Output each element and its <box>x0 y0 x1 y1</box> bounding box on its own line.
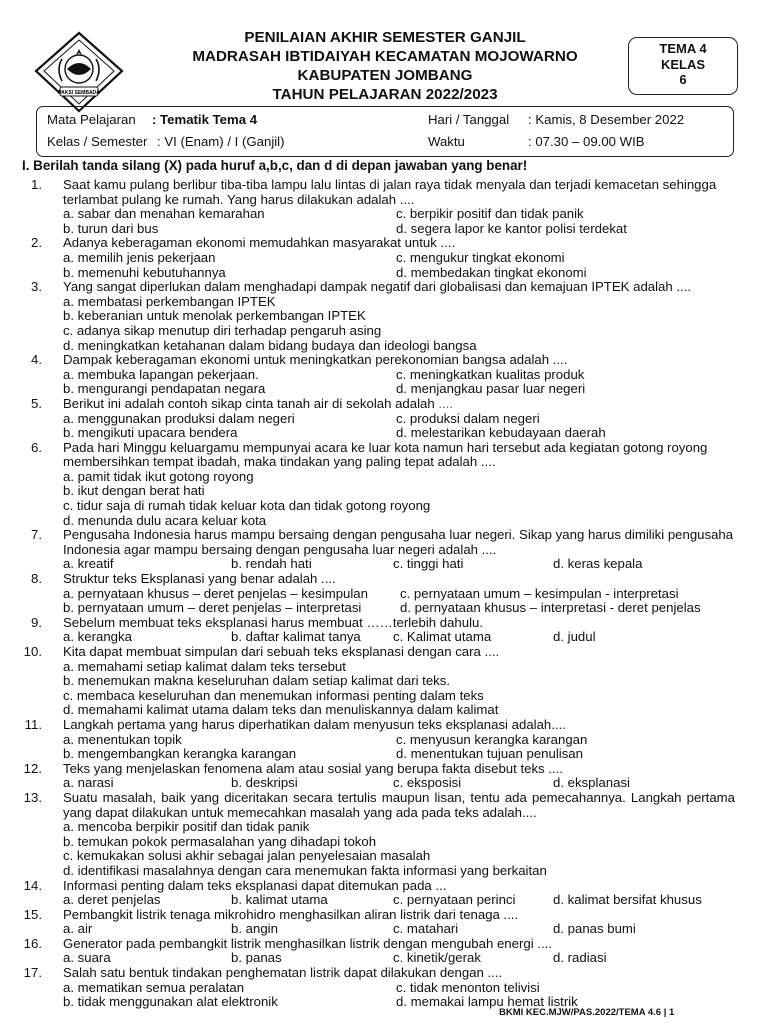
question-text: Pembangkit listrik tenaga mikrohidro menghasilkan aliran listrik dari tenaga .... <box>63 906 519 922</box>
question-text: Pada hari Minggu keluargamu mempunyai acara ke luar kota namun hari tersebut ada kegiatan gotong royong membersihkan tempat ibadah, maka tindakan yang paling tepat adalah .... <box>63 439 708 470</box>
answer-option: a. suara <box>63 950 111 966</box>
question-number: 16. <box>23 935 42 951</box>
answer-option: a. memilih jenis pekerjaan <box>63 249 216 265</box>
time-value: : 07.30 – 09.00 WIB <box>528 134 645 149</box>
answer-row <box>0 207 768 222</box>
day-date-value: : Kamis, 8 Desember 2022 <box>528 112 685 127</box>
question-stem <box>63 908 735 923</box>
question-stem <box>63 718 735 733</box>
answer-option: d. menunda dulu acara keluar kota <box>63 512 267 528</box>
answer-option: c. membaca keseluruhan dan menemukan informasi penting dalam teks <box>63 687 484 703</box>
question-11 <box>0 718 768 762</box>
answer-option: a. menggunakan produksi dalam negeri <box>63 410 295 426</box>
badge-class-label: KELAS <box>660 56 706 72</box>
logo-text: PAKSI SEMBADA <box>58 90 100 96</box>
question-5 <box>0 397 768 441</box>
question-9 <box>0 616 768 645</box>
answer-option: d. menjangkau pasar luar negeri <box>396 381 586 397</box>
school-logo <box>34 31 124 113</box>
exam-header <box>130 28 640 104</box>
class-semester-label: Kelas / Semester <box>47 134 148 149</box>
question-stem <box>63 645 735 660</box>
answer-option: d. panas bumi <box>553 921 636 937</box>
answer-row <box>0 630 768 645</box>
subject-value: : Tematik Tema 4 <box>152 112 258 127</box>
day-date-label: Hari / Tanggal <box>428 112 510 127</box>
answer-row <box>0 557 768 572</box>
answer-row <box>0 412 768 427</box>
answer-option: d. memakai lampu hemat listrik <box>396 994 578 1010</box>
badge-class-number: 6 <box>679 72 687 87</box>
answer-option: b. mengembangkan kerangka karangan <box>63 746 297 762</box>
info-row-2 <box>37 134 733 154</box>
question-stem <box>63 937 735 952</box>
question-text: Sebelum membuat teks eksplanasi harus membuat ……terlebih dahulu. <box>63 614 484 630</box>
answer-row <box>0 733 768 748</box>
answer-option: d. kalimat bersifat khusus <box>553 892 702 908</box>
question-number: 5. <box>31 395 42 411</box>
answer-option: b. panas <box>231 950 282 966</box>
answer-option: b. deskripsi <box>231 775 298 791</box>
question-stem <box>63 528 735 557</box>
answer-option: d. memahami kalimat utama dalam teks dan menuliskannya dalam kalimat <box>63 702 499 718</box>
answer-option: a. sabar dan menahan kemarahan <box>63 206 265 222</box>
header-line-2: MADRASAH IBTIDAIYAH KECAMATAN MOJOWARNO <box>192 48 578 65</box>
answer-option: b. ikut dengan berat hati <box>63 483 205 499</box>
answer-option: a. pamit tidak ikut gotong royong <box>63 468 254 484</box>
answer-option: b. mengikuti upacara bendera <box>63 425 238 441</box>
question-number: 17. <box>23 965 42 981</box>
question-text: Struktur teks Eksplanasi yang benar adalah .... <box>63 571 336 587</box>
answer-option: b. memenuhi kebutuhannya <box>63 264 226 280</box>
question-text: Pengusaha Indonesia harus mampu bersaing dengan pengusaha luar negeri. Sikap yang harus dimiliki pengusaha Indonesia agar mampu bersaing dengan pengusaha luar negeri adalah .... <box>63 527 734 557</box>
question-stem <box>63 236 735 251</box>
answer-row <box>0 426 768 441</box>
answer-option: c. kemukakan solusi akhir sebagai jalan penyelesaian masalah <box>63 848 431 864</box>
answer-option: b. pernyataan umum – deret penjelas – interpretasi <box>63 600 362 616</box>
question-stem <box>63 879 735 894</box>
question-8 <box>0 572 768 616</box>
question-number: 2. <box>31 235 42 251</box>
question-stem <box>63 762 735 777</box>
answer-option: c. mengukur tingkat ekonomi <box>396 249 565 265</box>
badge-theme: TEMA 4 <box>659 41 707 56</box>
answer-row <box>0 951 768 966</box>
subject-label: Mata Pelajaran <box>47 112 136 127</box>
question-text: Adanya keberagaman ekonomi memudahkan masyarakat untuk .... <box>63 235 456 251</box>
info-row-1 <box>37 112 733 132</box>
theme-class-badge <box>628 37 738 95</box>
answer-option: b. mengurangi pendapatan negara <box>63 381 266 397</box>
question-text: Berikut ini adalah contoh sikap cinta tanah air di sekolah adalah <box>63 395 435 411</box>
answer-option: c. pernyataan perinci <box>393 892 516 908</box>
question-number: 13. <box>23 789 42 805</box>
header-line-4: TAHUN PELAJARAN 2022/2023 <box>272 86 498 103</box>
question-text: Langkah pertama yang harus diperhatikan dalam menyusun teks eksplanasi adalah.... <box>63 716 566 732</box>
question-stem <box>63 178 735 207</box>
question-number: 3. <box>31 279 42 295</box>
answer-option: a. kreatif <box>63 556 114 572</box>
question-14 <box>0 879 768 908</box>
answer-option: d. meningkatkan ketahanan dalam bidang budaya dan ideologi bangsa <box>63 337 477 353</box>
instruction: I. Berilah tanda silang (X) pada huruf a,b,c, dan d di depan jawaban yang benar! <box>22 158 528 173</box>
answer-option: a. narasi <box>63 775 114 791</box>
answer-option: d. radiasi <box>553 950 607 966</box>
question-stem <box>63 441 735 470</box>
question-number: 9. <box>31 614 42 630</box>
question-number: 4. <box>31 352 42 368</box>
answer-option: a. kerangka <box>63 629 132 645</box>
question-text: Yang sangat diperlukan dalam menghadapi dampak negatif dari globalisasi dan kemajuan IPTEK adalah .... <box>63 279 692 295</box>
answer-option: a. membuka lapangan pekerjaan. <box>63 366 259 382</box>
question-stem <box>63 397 735 412</box>
question-number: 14. <box>23 877 42 893</box>
answer-option: c. tidur saja di rumah tidak keluar kota dan tidak gotong royong <box>63 498 431 514</box>
answer-row <box>0 251 768 266</box>
answer-row <box>0 601 768 616</box>
question-number: 8. <box>31 571 42 587</box>
answer-option: a. mematikan semua peralatan <box>63 979 245 995</box>
answer-option: c. eksposisi <box>393 775 462 791</box>
answer-row <box>0 368 768 383</box>
answer-option: b. rendah hati <box>231 556 312 572</box>
answer-row <box>0 747 768 762</box>
question-number: 12. <box>23 760 42 776</box>
answer-option: d. keras kepala <box>553 556 643 572</box>
time-label: Waktu <box>428 134 465 149</box>
answer-option: d. identifikasi masalahnya dengan cara menemukan fakta informasi yang berkaitan <box>63 862 547 878</box>
header-line-3: KABUPATEN JOMBANG <box>297 67 473 84</box>
answer-option: c. tinggi hati <box>393 556 464 572</box>
question-1 <box>0 178 768 236</box>
question-number: 6. <box>31 439 42 455</box>
page-footer: BKMI KEC.MJW/PAS.2022/TEMA 4.6 | 1 <box>499 1007 675 1018</box>
question-stem <box>63 353 735 368</box>
answer-option: b. angin <box>231 921 278 937</box>
answer-option: b. temukan pokok permasalahan yang dihadapi tokoh <box>63 833 377 849</box>
answer-option: c. pernyataan umum – kesimpulan - interpretasi <box>400 585 679 601</box>
answer-row <box>0 776 768 791</box>
question-16 <box>0 937 768 966</box>
answer-option: c. menyusun kerangka karangan <box>396 731 588 747</box>
answer-row <box>0 222 768 237</box>
answer-option: c. kinetik/gerak <box>393 950 481 966</box>
question-6 <box>0 441 768 529</box>
question-17 <box>0 966 768 1010</box>
question-text: Dampak keberagaman ekonomi untuk meningkatkan perekonomian bangsa adalah .... <box>63 352 568 368</box>
answer-option: b. keberanian untuk menolak perkembangan IPTEK <box>63 308 366 324</box>
question-text: Kita dapat membuat simpulan dari sebuah teks eksplanasi dengan cara .... <box>63 644 500 659</box>
answer-option: b. daftar kalimat tanya <box>231 629 361 645</box>
question-stem <box>63 616 735 631</box>
question-number: 10. <box>23 644 42 659</box>
answer-option: c. produksi dalam negeri <box>396 410 540 426</box>
question-ellipsis: .... <box>434 395 454 411</box>
answer-option: a. pernyataan khusus – deret penjelas – kesimpulan <box>63 585 368 601</box>
question-stem <box>63 966 735 981</box>
question-number: 1. <box>31 177 42 192</box>
question-stem <box>63 280 735 295</box>
question-10 <box>0 645 768 718</box>
question-number: 11. <box>24 716 42 732</box>
answer-option: c. adanya sikap menutup diri terhadap pengaruh asing <box>63 322 382 338</box>
question-number: 7. <box>31 527 42 543</box>
answer-option: d. melestarikan kebudayaan daerah <box>396 425 606 441</box>
answer-option: b. menemukan makna keseluruhan dalam setiap kalimat dari teks. <box>63 673 451 689</box>
answer-option: d. eksplanasi <box>553 775 630 791</box>
question-text: Salah satu bentuk tindakan penghematan listrik dapat dilakukan dengan .... <box>63 965 503 981</box>
answer-option: c. tidak menonton telivisi <box>396 979 540 995</box>
question-text: Teks yang menjelaskan fenomena alam atau sosial yang berupa fakta disebut teks .... <box>63 760 563 776</box>
answer-row <box>0 587 768 602</box>
answer-option: d. judul <box>553 629 596 645</box>
answer-option: d. pernyataan khusus – interpretasi - deret penjelas <box>400 600 701 616</box>
question-2 <box>0 236 768 280</box>
question-list <box>0 178 768 1010</box>
question-stem <box>63 791 735 820</box>
question-text: Saat kamu pulang berlibur tiba-tiba lampu lalu lintas di jalan raya tidak menyala dan terjadi kemacetan sehingga terlambat pulang ke rumah. Yang harus dilakukan adalah .... <box>63 177 717 207</box>
answer-row <box>0 922 768 937</box>
answer-option: d. segera lapor ke kantor polisi terdekat <box>396 220 627 236</box>
answer-option: b. tidak menggunakan alat elektronik <box>63 994 278 1010</box>
question-4 <box>0 353 768 397</box>
question-text: Suatu masalah, baik yang diceritakan secara tertulis maupun lisan, tentu ada pemecahannya. Langkah pertama yang dapat dilakukan untuk memecahkan masalah yang ada pada teks adalah.... <box>63 789 735 820</box>
answer-option: b. kalimat utama <box>231 892 328 908</box>
answer-option: d. membedakan tingkat ekonomi <box>396 264 587 280</box>
answer-option: c. Kalimat utama <box>393 629 492 645</box>
question-15 <box>0 908 768 937</box>
answer-option: c. meningkatkan kualitas produk <box>396 366 585 382</box>
answer-option: c. berpikir positif dan tidak panik <box>396 206 584 222</box>
answer-option: a. membatasi perkembangan IPTEK <box>63 293 276 309</box>
answer-option: a. deret penjelas <box>63 892 161 908</box>
question-text: Generator pada pembangkit listrik menghasilkan listrik dengan mengubah energi .... <box>63 935 552 951</box>
question-text: Informasi penting dalam teks eksplanasi dapat ditemukan pada ... <box>63 877 447 893</box>
logo-emblem <box>36 33 122 111</box>
question-number: 15. <box>23 906 42 922</box>
header-line-1: PENILAIAN AKHIR SEMESTER GANJIL <box>244 29 526 46</box>
answer-option: b. turun dari bus <box>63 220 159 236</box>
answer-row <box>0 893 768 908</box>
class-semester-value: : VI (Enam) / I (Ganjil) <box>157 134 285 149</box>
question-7 <box>0 528 768 572</box>
answer-option: a. menentukan topik <box>63 731 182 747</box>
question-3 <box>0 280 768 353</box>
question-13 <box>0 791 768 879</box>
question-12 <box>0 762 768 791</box>
answer-option: a. memahami setiap kalimat dalam teks tersebut <box>63 658 346 674</box>
answer-option: c. matahari <box>393 921 459 937</box>
question-stem <box>63 572 735 587</box>
answer-row <box>0 981 768 996</box>
exam-info-box <box>36 106 734 157</box>
answer-option: d. menentukan tujuan penulisan <box>396 746 583 762</box>
answer-option: a. air <box>63 921 93 937</box>
answer-option: a. mencoba berpikir positif dan tidak panik <box>63 819 310 835</box>
answer-row <box>0 266 768 281</box>
answer-row <box>0 382 768 397</box>
